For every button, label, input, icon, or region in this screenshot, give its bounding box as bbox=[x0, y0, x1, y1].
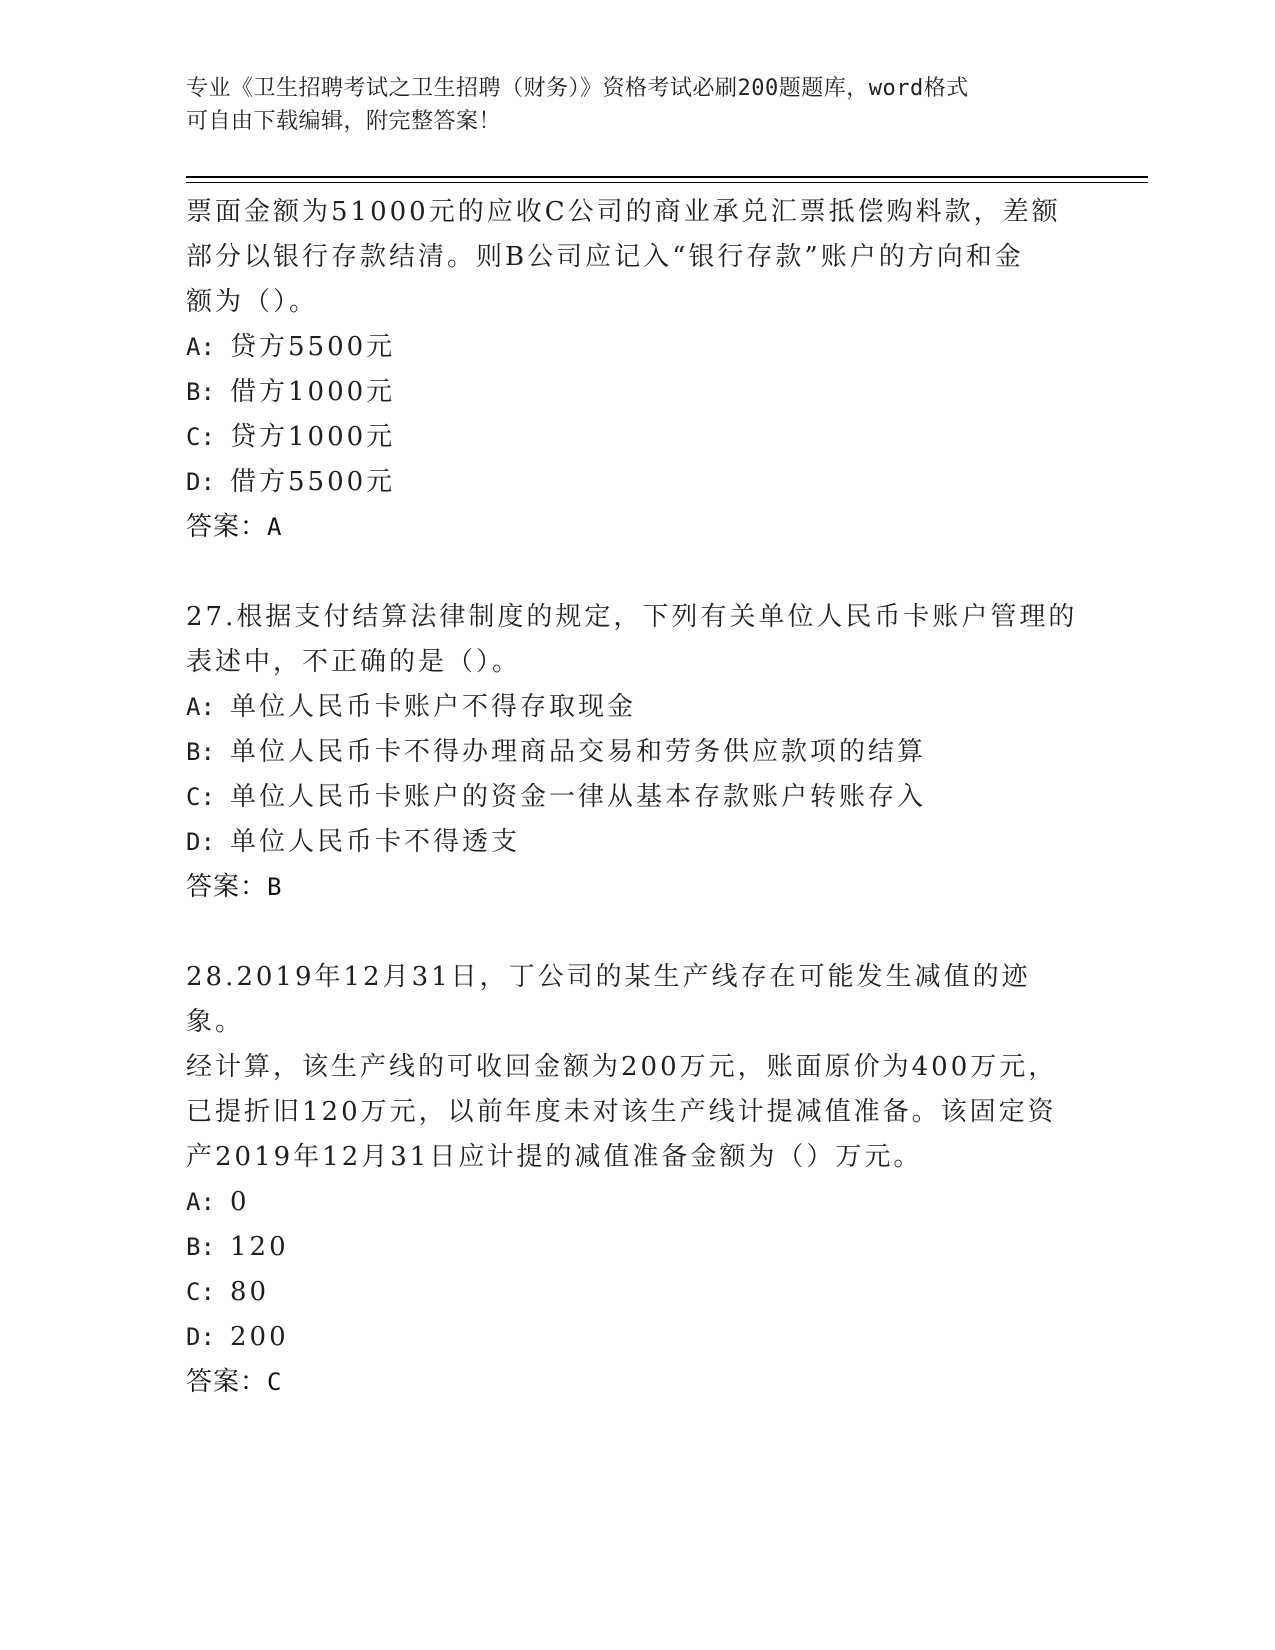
option-c bbox=[186, 415, 1086, 460]
option-letter: A: bbox=[186, 1188, 215, 1216]
question-stem-line: 部分以银行存款结清。则B公司应记入“银行存款”账户的方向和金 bbox=[186, 242, 1024, 272]
option-text: 单位人民币卡账户不得存取现金 bbox=[230, 692, 637, 722]
option-letter: B: bbox=[186, 378, 215, 406]
option-letter: C: bbox=[186, 783, 215, 811]
question-block bbox=[186, 190, 1086, 550]
option-a bbox=[186, 1180, 1086, 1225]
question-stem-line: 表述中，不正确的是（）。 bbox=[186, 647, 522, 677]
option-letter: D: bbox=[186, 468, 215, 496]
option-c bbox=[186, 1270, 1086, 1315]
question-stem-line: 额为（）。 bbox=[186, 287, 319, 317]
answer-label: 答案： bbox=[186, 1367, 268, 1397]
option-letter: B: bbox=[186, 738, 215, 766]
header-rule-thick bbox=[186, 176, 1148, 178]
question-stem-line: 票面金额为51000元的应收C公司的商业承兑汇票抵偿购料款，差额 bbox=[186, 197, 1061, 227]
header-line-1: 专业《卫生招聘考试之卫生招聘（财务）》资格考试必刷200题题库，word格式 bbox=[186, 76, 969, 101]
option-a bbox=[186, 685, 1086, 730]
header-line-2: 可自由下载编辑，附完整答案！ bbox=[186, 109, 502, 134]
answer-label: 答案： bbox=[186, 512, 268, 542]
option-b bbox=[186, 370, 1086, 415]
option-b bbox=[186, 730, 1086, 775]
option-b bbox=[186, 1225, 1086, 1270]
spacer bbox=[186, 550, 1086, 595]
answer-value: A bbox=[267, 513, 283, 541]
document-header bbox=[186, 72, 1086, 138]
answer-value: C bbox=[267, 1368, 283, 1396]
option-text: 单位人民币卡账户的资金一律从基本存款账户转账存入 bbox=[230, 782, 927, 812]
question-stem-line: 已提折旧120万元，以前年度未对该生产线计提减值准备。该固定资 bbox=[186, 1097, 1057, 1127]
option-c bbox=[186, 775, 1086, 820]
option-d bbox=[186, 460, 1086, 505]
spacer bbox=[186, 910, 1086, 955]
option-text: 借方5500元 bbox=[230, 467, 396, 497]
option-text: 贷方1000元 bbox=[230, 422, 396, 452]
option-letter: A: bbox=[186, 693, 215, 721]
option-letter: C: bbox=[186, 1278, 215, 1306]
option-a bbox=[186, 325, 1086, 370]
question-stem-line: 28.2019年12月31日，丁公司的某生产线存在可能发生减值的迹象。 bbox=[186, 962, 1031, 1037]
option-text: 80 bbox=[230, 1277, 270, 1307]
answer-value: B bbox=[267, 873, 283, 901]
option-text: 单位人民币卡不得办理商品交易和劳务供应款项的结算 bbox=[230, 737, 927, 767]
question-block bbox=[186, 595, 1086, 910]
answer-line bbox=[186, 865, 1086, 910]
answer-label: 答案： bbox=[186, 872, 268, 902]
option-text: 贷方5500元 bbox=[230, 332, 396, 362]
option-text: 200 bbox=[230, 1322, 289, 1352]
option-letter: D: bbox=[186, 1323, 215, 1351]
option-text: 借方1000元 bbox=[230, 377, 396, 407]
question-stem-line: 经计算，该生产线的可收回金额为200万元，账面原价为400万元， bbox=[186, 1052, 1058, 1082]
option-text: 单位人民币卡不得透支 bbox=[230, 827, 521, 857]
question-block bbox=[186, 955, 1086, 1405]
question-list bbox=[186, 190, 1086, 1405]
option-d bbox=[186, 820, 1086, 865]
question-stem-line: 产2019年12月31日应计提的减值准备金额为（）万元。 bbox=[186, 1142, 923, 1172]
option-text: 120 bbox=[230, 1232, 289, 1262]
answer-line bbox=[186, 1360, 1086, 1405]
question-stem-line: 27.根据支付结算法律制度的规定，下列有关单位人民币卡账户管理的 bbox=[186, 602, 1078, 632]
header-rule-thin bbox=[186, 182, 1148, 183]
option-text: 0 bbox=[230, 1187, 250, 1217]
option-letter: D: bbox=[186, 828, 215, 856]
option-letter: C: bbox=[186, 423, 215, 451]
option-letter: B: bbox=[186, 1233, 215, 1261]
option-letter: A: bbox=[186, 333, 215, 361]
option-d bbox=[186, 1315, 1086, 1360]
answer-line bbox=[186, 505, 1086, 550]
